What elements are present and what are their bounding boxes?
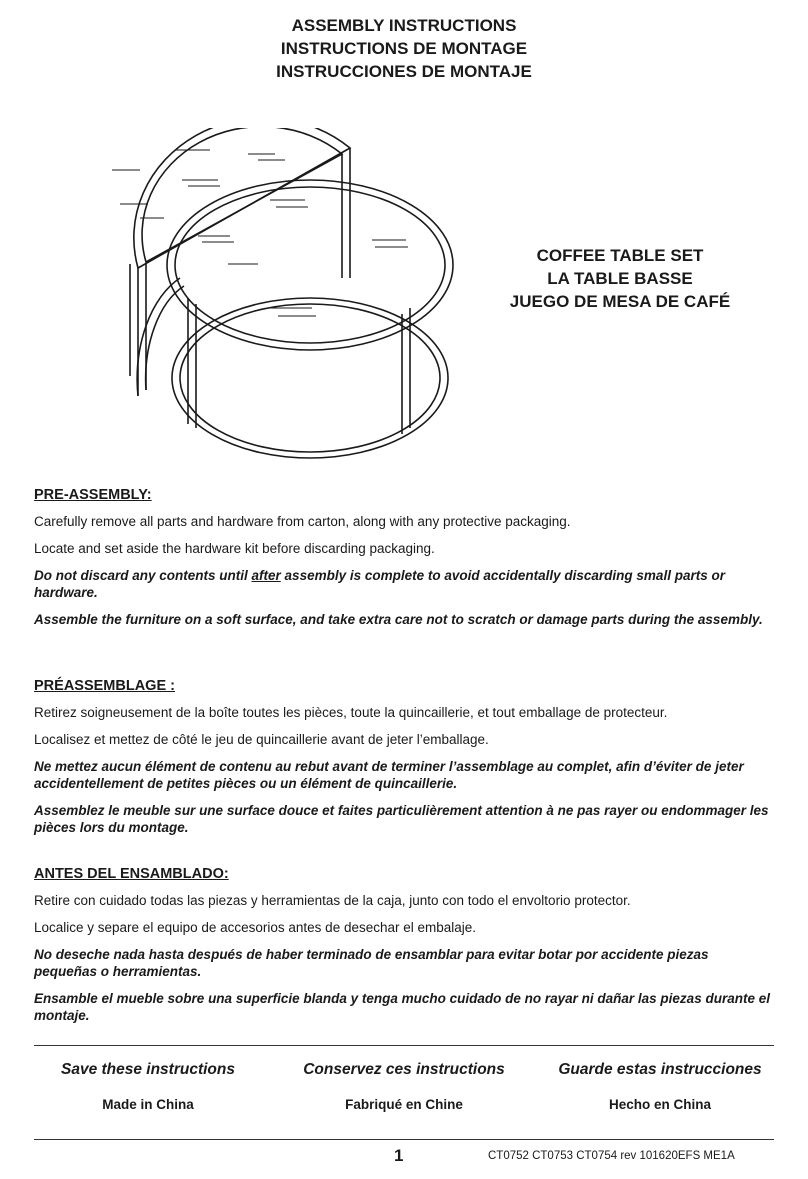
warning-note: Ensamble el mueble sobre una superficie blanda y tenga mucho cuidado de no rayar ni dañar las piezas durante el montaje. <box>34 991 770 1023</box>
title-line-es: INSTRUCCIONES DE MONTAJE <box>276 62 532 81</box>
made-in-row <box>20 1097 788 1112</box>
warning-note: Assemble the furniture on a soft surface, and take extra care not to scratch or damage parts during the assembly. <box>34 612 763 627</box>
product-line-fr: LA TABLE BASSE <box>547 269 693 288</box>
title-line-en: ASSEMBLY INSTRUCTIONS <box>291 16 517 35</box>
instruction-paragraph: Localice y separe el equipo de accesorios antes de desechar el embalaje. <box>34 920 477 935</box>
product-line-en: COFFEE TABLE SET <box>536 246 704 265</box>
antes-del-ensamblado-section <box>34 866 774 1034</box>
footer-divider-top <box>34 1045 774 1046</box>
document-title <box>0 14 808 83</box>
section-heading: PRÉASSEMBLAGE : <box>34 678 175 694</box>
made-in-fr: Fabriqué en Chine <box>345 1097 463 1112</box>
instruction-paragraph: Carefully remove all parts and hardware from carton, along with any protective packaging. <box>34 514 571 529</box>
instruction-paragraph: Localisez et mettez de côté le jeu de quincaillerie avant de jeter l’emballage. <box>34 732 489 747</box>
model-code: CT0752 CT0753 CT0754 rev 101620EFS ME1A <box>488 1150 735 1162</box>
preassemblage-section <box>34 678 774 846</box>
warning-note: Assemblez le meuble sur une surface douce et faites particulièrement attention à ne pas rayer ou endommager les pièces lors du montage. <box>34 803 769 835</box>
warning-note: No deseche nada hasta después de haber terminado de ensamblar para evitar botar por accidente piezas pequeñas o herramientas. <box>34 947 709 979</box>
section-heading: PRE-ASSEMBLY: <box>34 487 152 503</box>
coffee-table-illustration <box>80 128 460 468</box>
page-number: 1 <box>394 1146 404 1165</box>
instruction-paragraph: Retire con cuidado todas las piezas y herramientas de la caja, junto con todo el envoltorio protector. <box>34 893 631 908</box>
section-heading: ANTES DEL ENSAMBLADO: <box>34 866 229 882</box>
save-instructions-row <box>20 1061 788 1079</box>
instruction-paragraph: Locate and set aside the hardware kit before discarding packaging. <box>34 541 435 556</box>
warning-note: Ne mettez aucun élément de contenu au rebut avant de terminer l’assemblage au complet, afin d’éviter de jeter accidentellement de petites pièces ou un élément de quincaillerie. <box>34 759 744 791</box>
save-instructions-es: Guarde estas instrucciones <box>558 1061 762 1078</box>
save-instructions-en: Save these instructions <box>60 1061 235 1078</box>
footer-divider-bottom <box>34 1139 774 1140</box>
pre-assembly-section <box>34 487 774 638</box>
warning-note: Do not discard any contents until after assembly is complete to avoid accidentally discarding small parts or hardware. <box>34 568 725 600</box>
made-in-en: Made in China <box>102 1097 194 1112</box>
made-in-es: Hecho en China <box>608 1097 711 1112</box>
instruction-paragraph: Retirez soigneusement de la boîte toutes les pièces, toute la quincaillerie, et tout emballage de protecteur. <box>34 705 668 720</box>
save-instructions-fr: Conservez ces instructions <box>303 1061 505 1078</box>
emphasis-after: after <box>251 568 281 583</box>
product-name <box>470 244 770 313</box>
title-line-fr: INSTRUCTIONS DE MONTAGE <box>280 39 528 58</box>
product-line-es: JUEGO DE MESA DE CAFÉ <box>509 292 731 311</box>
